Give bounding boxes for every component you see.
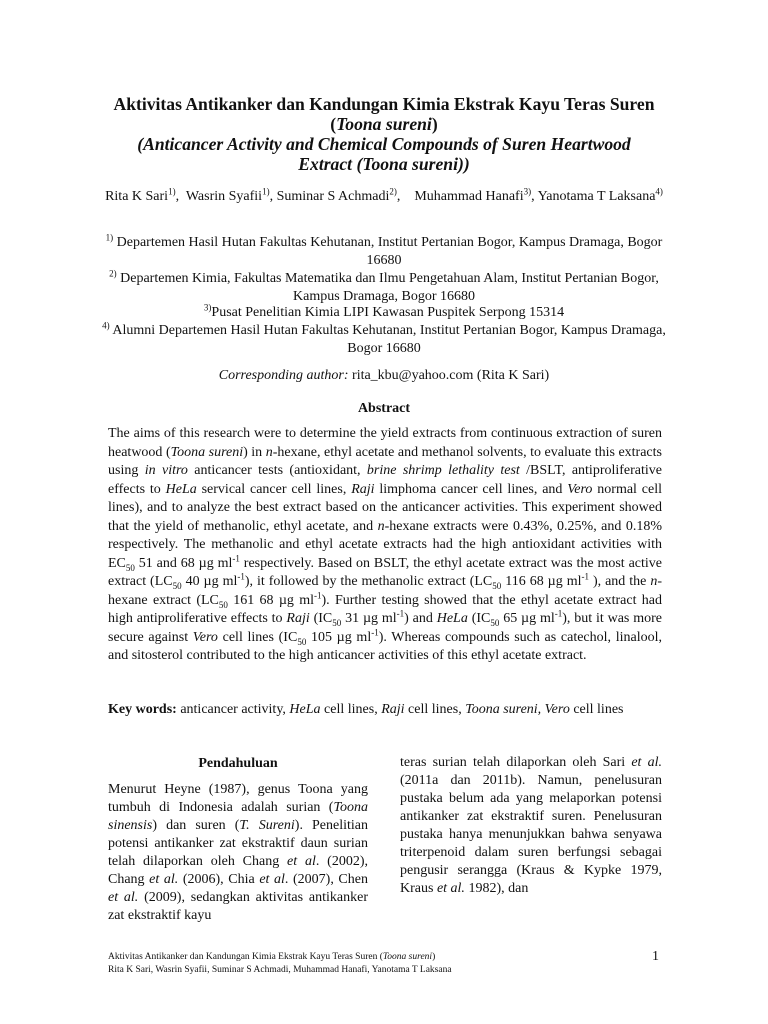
text-run: 65 µg ml (499, 611, 555, 626)
text-run: ). Penelitian potensi antikanker zat ekstraktif daun surian telah dilaporkan oleh Chang (108, 818, 368, 869)
page-footer (108, 951, 668, 977)
text-run: -hexane, ethyl acetate and methanol solvents, to evaluate this extracts using (108, 444, 662, 478)
text-run: 50 (332, 617, 342, 628)
text-run: 50 (490, 617, 500, 628)
text-run: . (2007), Chen (284, 872, 368, 887)
text-run: 105 µg ml (306, 629, 372, 645)
title-line-1: Aktivitas Antikanker dan Kandungan Kimia Ekstrak Kayu Teras Suren (113, 94, 655, 114)
paper-title (60, 94, 708, 174)
english-title-line-1: (Anticancer Activity and Chemical Compounds of Suren Heartwood (137, 134, 631, 154)
text-run: -hexane extracts were 0.43%, 0.25%, and 0.18% respectively. The methanolic and ethyl acetate extracts had the high antioxidant activities with EC (108, 518, 662, 571)
title-line-2: (Toona sureni) (330, 114, 438, 134)
author-list: Rita K Sari$^{1)}$, Wasrin Syafii$^{1)}$, Suminar S Achmadi$^{2)}$, Muhammad Hanafi$^{3)}$, Yanotama T Laksana$^{4)}$ (105, 186, 663, 204)
text-run: HeLa (165, 481, 197, 497)
text-run: -1 (237, 571, 245, 582)
text-run: Toona sureni (170, 444, 244, 460)
text-run: n (650, 574, 658, 589)
text-run: cell lines, (320, 702, 382, 717)
text-run: 50 (125, 562, 135, 573)
text-run: ), it followed by the methanolic extract (LC (244, 574, 493, 589)
text-run: (2011a dan 2011b). Namun, penelusuran pustaka belum ada yang melaporkan potensi antikanker zat ekstraktif suren. Penelusuran pustaka hanya menunjukkan bahwa senyawa triterpenoid dalam suren berfungsi sebagai pengusir serangga (Kraus & Kypke 1979, Kraus (400, 773, 662, 896)
text-run: (IC (309, 611, 333, 626)
text-run: -1 (314, 589, 322, 600)
text-run: ). Whereas compounds such as catechol, linalool, and sitosterol contributed to the high anticancer activities of this ethyl acetate extract. (108, 629, 662, 663)
text-run: HeLa (289, 702, 321, 717)
text-run: servical cancer cell lines, (196, 481, 352, 497)
right-column-text (400, 754, 662, 898)
keywords-text (177, 702, 624, 717)
text-run: 1982), dan (464, 881, 529, 896)
text-run: -hexane extract (LC (108, 574, 663, 608)
text-run: et al. (149, 872, 179, 887)
text-run: n (265, 444, 273, 460)
text-run: (2009), sedangkan aktivitas antikanker zat ekstraktif kayu (108, 890, 368, 923)
text-run: (2006), Chia (178, 872, 260, 887)
corresponding-email[interactable]: rita_kbu@yahoo.com (352, 368, 474, 383)
text-run: et al. (108, 890, 139, 905)
text-run: anticancer tests (antioxidant, (187, 463, 367, 478)
text-run: et al. (436, 881, 465, 896)
text-run: Vero (192, 629, 218, 645)
text-run: -1 (554, 608, 563, 619)
text-run: Toona sinensis (108, 800, 368, 833)
corresponding-author (98, 368, 670, 384)
text-run: 31 µg ml (341, 611, 397, 626)
text-run: HeLa (436, 611, 468, 626)
text-run: anticancer activity, (176, 702, 290, 717)
text-run: 161 68 µg ml (227, 592, 314, 608)
text-run: limphoma cancer cell lines, and (374, 481, 568, 497)
text-run: /BSLT, antiproliferative effects to (108, 463, 663, 497)
text-run: et al (259, 872, 285, 887)
text-run: ) and (404, 611, 437, 626)
text-run: -1 (581, 571, 589, 582)
keywords-label: Key words: (108, 702, 177, 717)
page-number: 1 (652, 949, 659, 964)
text-run: et al. (631, 755, 662, 770)
text-run: ) dan suren ( (152, 818, 240, 833)
text-run: ), but it was more secure against (108, 611, 662, 645)
corresponding-label: Corresponding author: (218, 368, 349, 383)
author: Wasrin Syafii$^{1)}$ (185, 186, 270, 204)
affiliation-3: $^{3)}$Pusat Penelitian Kimia LIPI Kawasan Puspitek Serpong 15314 (203, 302, 565, 320)
text-run: brine shrimp lethality test (366, 463, 520, 478)
abstract-heading: Abstract (357, 401, 411, 416)
affiliation-4: $^{4)}$ Alumni Departemen Hasil Hutan Fakultas Kehutanan, Institut Pertanian Bogor, Kampus Dramaga, Bogor 16680 (102, 320, 666, 356)
text-run: ), and the (588, 574, 651, 589)
text-run: -1 (232, 552, 240, 563)
text-run: Toona sureni, Vero (465, 702, 570, 717)
author: Muhammad Hanafi$^{3)}$ (414, 186, 532, 204)
footer-line-2: Rita K Sari, Wasrin Syafii, Suminar S Achmadi, Muhammad Hanafi, Yanotama T Laksana (108, 965, 452, 975)
text-run: -1 (371, 626, 379, 637)
text-run: 50 (492, 580, 502, 591)
section-heading-pendahuluan: Pendahuluan (198, 756, 278, 771)
text-run: Raji (381, 702, 405, 717)
affiliation-1: $^{1)}$ Departemen Hasil Hutan Fakultas Kehutanan, Institut Pertanian Bogor, Kampus Dramaga, Bogor 16680 (105, 232, 663, 268)
text-run: 50 (172, 580, 182, 591)
text-run: cell lines (IC (217, 629, 298, 645)
keywords (108, 701, 662, 720)
text-run: 50 (218, 599, 228, 610)
text-run: 50 (297, 636, 307, 647)
text-run: cell lines, (404, 702, 466, 717)
right-column (400, 754, 662, 898)
footer-line-1: Aktivitas Antikanker dan Kandungan Kimia Ekstrak Kayu Teras Suren (Toona sureni) (108, 952, 436, 962)
text-run: . (2002), Chang (108, 854, 369, 887)
text-run: Vero (567, 481, 593, 497)
text-run: T. Sureni (239, 818, 295, 833)
author: Yanotama T Laksana$^{4)}$ (537, 186, 663, 204)
text-run: -1 (396, 608, 405, 619)
corresponding-name: (Rita K Sari) (476, 368, 550, 383)
text-run: The aims of this research were to determine the yield extracts from continuous extraction of suren heatwood ( (108, 426, 662, 460)
text-run: normal cell lines), and to analyze the best extract based on the anticancer activities. This experiment showed that the yield of methanolic, ethyl acetate, and (108, 481, 662, 534)
text-run: ) in (243, 444, 266, 460)
text-run: 40 µg ml (181, 574, 238, 589)
author: Rita K Sari$^{1)}$ (105, 186, 176, 204)
text-run: cell lines (569, 702, 624, 717)
left-column (108, 755, 368, 925)
text-run: n (377, 518, 385, 534)
text-run: in vitro (144, 463, 188, 478)
text-run: respectively. Based on BSLT, the ethyl acetate extract was the most active extract (LC (108, 555, 662, 589)
abstract-text (108, 425, 662, 666)
author: Suminar S Achmadi$^{2)}$ (276, 186, 397, 204)
text-run: (IC (467, 611, 491, 626)
text-run: teras surian telah dilaporkan oleh Sari (400, 755, 632, 770)
title-block (60, 94, 708, 174)
left-column-text (108, 781, 368, 925)
text-run: ). Further testing showed that the ethyl acetate extract had high antiproliferative effects to (108, 592, 662, 626)
text-run: 51 and 68 µg ml (134, 555, 233, 571)
text-run: 116 68 µg ml (501, 574, 582, 589)
text-run: et al (287, 854, 316, 869)
text-run: Menurut Heyne (1987), genus Toona yang tumbuh di Indonesia adalah surian ( (108, 782, 368, 815)
text-run: Raji (286, 611, 310, 626)
english-title-line-2: Extract (Toona sureni)) (298, 154, 470, 174)
text-run: Raji (351, 481, 375, 497)
affiliation-2: $^{2)}$ Departemen Kimia, Fakultas Matematika dan Ilmu Pengetahuan Alam, Institut Pertanian Bogor, Kampus Dramaga, Bogor 16680 (109, 268, 659, 304)
